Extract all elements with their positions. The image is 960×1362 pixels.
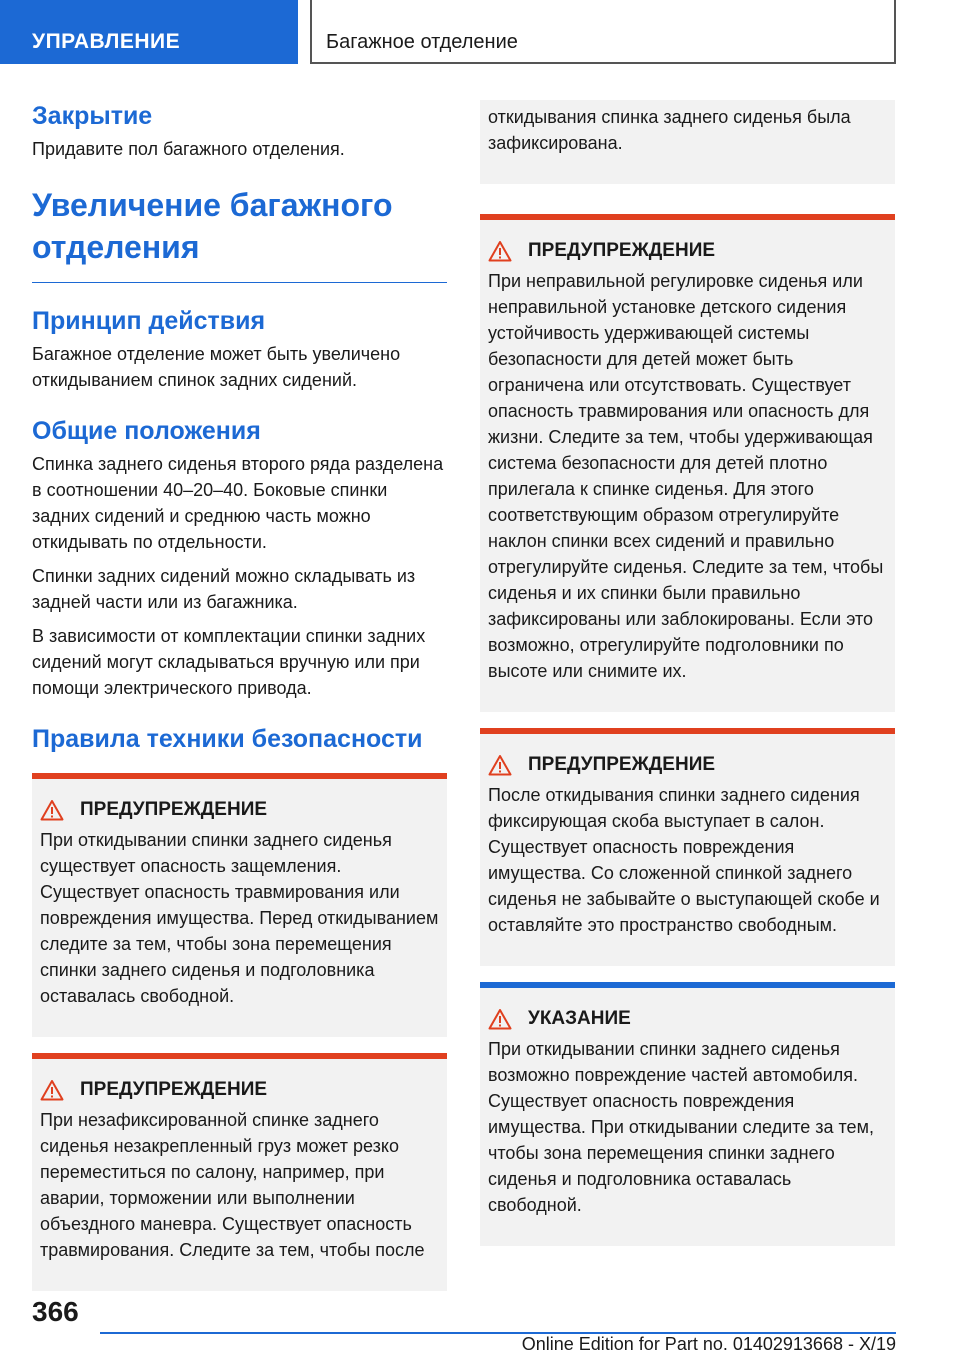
warning-box	[480, 728, 895, 966]
warning-triangle-icon	[40, 1079, 64, 1101]
note-text: При откидывании спинки заднего сиденья возможно повреждение частей автомобиля. Существует опасность повреждения имущества. При откидывании следите за тем, чтобы зона перемещения спинки заднего сиденья и подголовника оставалась свободной.	[488, 1039, 874, 1215]
general-paragraph-1: Спинка заднего сиденья второго ряда разделена в соотношении 40–20–40. Боковые спинки задних сидений и среднюю часть можно откидывать по отдельности.	[32, 454, 444, 552]
warning-triangle-icon	[40, 799, 64, 821]
warning-title: ПРЕДУПРЕЖДЕНИЕ	[80, 1079, 268, 1100]
warning-title: ПРЕДУПРЕЖДЕНИЕ	[528, 754, 716, 775]
warning-text: При незафиксированной спинке заднего сиденья незакрепленный груз может резко переместиться по салону, например, при аварии, торможении или выполнении объездного маневра. Существует опасность травмирования. Следите за тем, чтобы после	[40, 1110, 425, 1260]
closing-text: Придавите пол багажного отделения.	[32, 139, 345, 159]
warning-triangle-icon	[488, 240, 512, 262]
general-paragraph-2: Спинки задних сидений можно складывать из задней части или из багажника.	[32, 566, 416, 612]
general-heading: Общие положения	[32, 417, 261, 445]
chapter-tab	[310, 0, 896, 64]
page-number: 366	[32, 1296, 79, 1327]
warning-triangle-icon	[488, 1008, 512, 1030]
closing-heading: Закрытие	[32, 102, 153, 130]
safety-heading: Правила техники безопасности	[32, 725, 423, 753]
continuation-text: откидывания спинка заднего сиденья была зафиксирована.	[488, 107, 851, 153]
warning-title: ПРЕДУПРЕЖДЕНИЕ	[80, 799, 268, 820]
warning-triangle-icon	[488, 754, 512, 776]
warning-box	[480, 214, 895, 712]
warning-text: При откидывании спинки заднего сиденья существует опасность защемления. Существует опасность травмирования или повреждения имущества. Перед откидыванием следите за тем, чтобы зона перемещения спинки заднего сиденья и подголовника оставалась свободной.	[40, 830, 439, 1006]
warning-box-continuation	[480, 100, 895, 184]
section-title: УПРАВЛЕНИЕ	[32, 30, 181, 53]
warning-box	[32, 1053, 447, 1291]
warning-text: При неправильной регулировке сиденья или неправильной установке детского сидения устойчивость удерживающей системы безопасности для детей может быть ограничена или отсутствовать. Существует опасность травмирования или опасность для жизни. Следите за тем, чтобы удерживающая система безопасности для детей плотно прилегала к спинке сиденья. Для этого соответствующим образом отрегулируйте наклон спинки всех сидений и правильно отрегулируйте сиденья. Следите за тем, чтобы сиденья и их спинки были правильно зафиксированы или заблокированы. Если это возможно, отрегулируйте подголовники по высоте или снимите их.	[488, 271, 884, 681]
right-column	[480, 100, 895, 1262]
left-column	[32, 100, 447, 1307]
enlarge-heading: Увеличение багажного отделения	[32, 187, 393, 265]
note-title: УКАЗАНИЕ	[528, 1008, 631, 1029]
chapter-title: Багажное отделение	[326, 31, 518, 53]
principle-text: Багажное отделение может быть увеличено откидыванием спинок задних сидений.	[32, 344, 401, 390]
warning-box	[32, 773, 447, 1037]
note-box	[480, 982, 895, 1246]
edition-label: Online Edition for Part no. 01402913668 - X/19	[521, 1334, 896, 1354]
general-paragraph-3: В зависимости от комплектации спинки задних сидений могут складываться вручную или при помощи электрического привода.	[32, 626, 426, 698]
section-tab	[0, 0, 298, 64]
warning-text: После откидывания спинки заднего сидения фиксирующая скоба выступает в салон. Существует опасность повреждения имущества. Со сложенной спинкой заднего сиденья не забывайте о выступающей скобе и оставляйте это пространство свободным.	[488, 785, 880, 935]
principle-heading: Принцип действия	[32, 307, 266, 335]
warning-title: ПРЕДУПРЕЖДЕНИЕ	[528, 240, 716, 261]
heading-divider	[32, 282, 447, 283]
